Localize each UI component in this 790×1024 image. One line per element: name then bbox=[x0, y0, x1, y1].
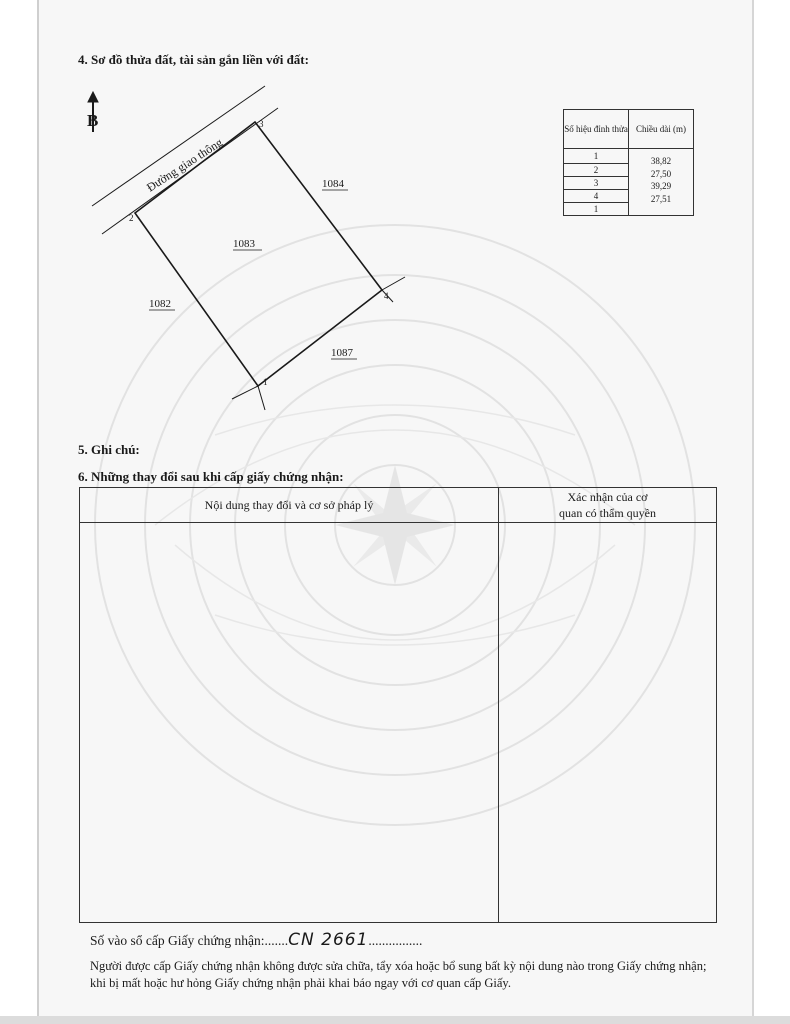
boundary-length-table bbox=[563, 109, 694, 216]
neighbor-parcel-1084: 1084 bbox=[322, 178, 344, 190]
header-point-id: Số hiệu đỉnh thửa bbox=[564, 110, 629, 149]
header-length: Chiều dài (m) bbox=[629, 110, 694, 149]
point-id-cell: 2 bbox=[564, 164, 629, 177]
registration-dots-after: ................ bbox=[368, 933, 423, 948]
point-id-cell: 1 bbox=[564, 149, 629, 164]
changes-table bbox=[79, 487, 717, 923]
registration-number-handwritten: CN 2661 bbox=[288, 930, 369, 950]
road-label: Đường giao thông bbox=[144, 135, 226, 195]
length-cell-group bbox=[629, 149, 694, 216]
point-label-4: 4 bbox=[384, 291, 389, 301]
length-cell: 38,82 bbox=[650, 156, 672, 166]
neighbor-parcel-1087: 1087 bbox=[331, 347, 353, 359]
authority-header-line1: Xác nhận của cơ bbox=[567, 490, 648, 504]
north-arrow-icon bbox=[87, 92, 98, 132]
footer-notice: Người được cấp Giấy chứng nhận không được sửa chữa, tẩy xóa hoặc bổ sung bất kỳ nội dung nào trong Giấy chứng nhận; khi bị mất hoặc hư hỏng Giấy chứng nhận phải khai báo ngay với cơ quan cấp Giấy. bbox=[90, 959, 707, 990]
changes-content-header: Nội dung thay đổi và cơ sở pháp lý bbox=[80, 488, 499, 523]
parcel-number-main: 1083 bbox=[233, 238, 255, 250]
svg-text:B: B bbox=[87, 111, 99, 130]
length-cell: 27,50 bbox=[650, 168, 672, 179]
section-5-title: 5. Ghi chú: bbox=[78, 442, 140, 457]
registration-dots-before: ....... bbox=[264, 933, 289, 948]
length-cell: 39,29 bbox=[650, 181, 672, 191]
authority-header-line2: quan có thẩm quyền bbox=[559, 506, 656, 520]
point-id-cell: 3 bbox=[564, 177, 629, 190]
length-cell: 27,51 bbox=[650, 193, 672, 204]
changes-content-cell bbox=[80, 523, 499, 923]
authority-confirmation-header bbox=[499, 488, 717, 523]
parcel-diagram bbox=[70, 85, 430, 425]
point-label-2: 2 bbox=[129, 213, 134, 223]
section-4-title: 4. Sơ đồ thửa đất, tài sản gắn liền với đất: bbox=[78, 52, 309, 67]
point-id-cell: 4 bbox=[564, 190, 629, 203]
section-6-title: 6. Những thay đổi sau khi cấp giấy chứng nhận: bbox=[78, 469, 344, 484]
scan-edge bbox=[0, 1016, 790, 1024]
registration-label: Số vào sổ cấp Giấy chứng nhận: bbox=[90, 933, 265, 948]
point-label-3: 3 bbox=[259, 119, 264, 129]
point-id-cell: 1 bbox=[564, 203, 629, 216]
neighbor-parcel-1082: 1082 bbox=[149, 298, 171, 310]
registration-number-line bbox=[90, 930, 422, 950]
point-label-1: 1 bbox=[263, 377, 268, 387]
authority-confirmation-cell bbox=[499, 523, 717, 923]
